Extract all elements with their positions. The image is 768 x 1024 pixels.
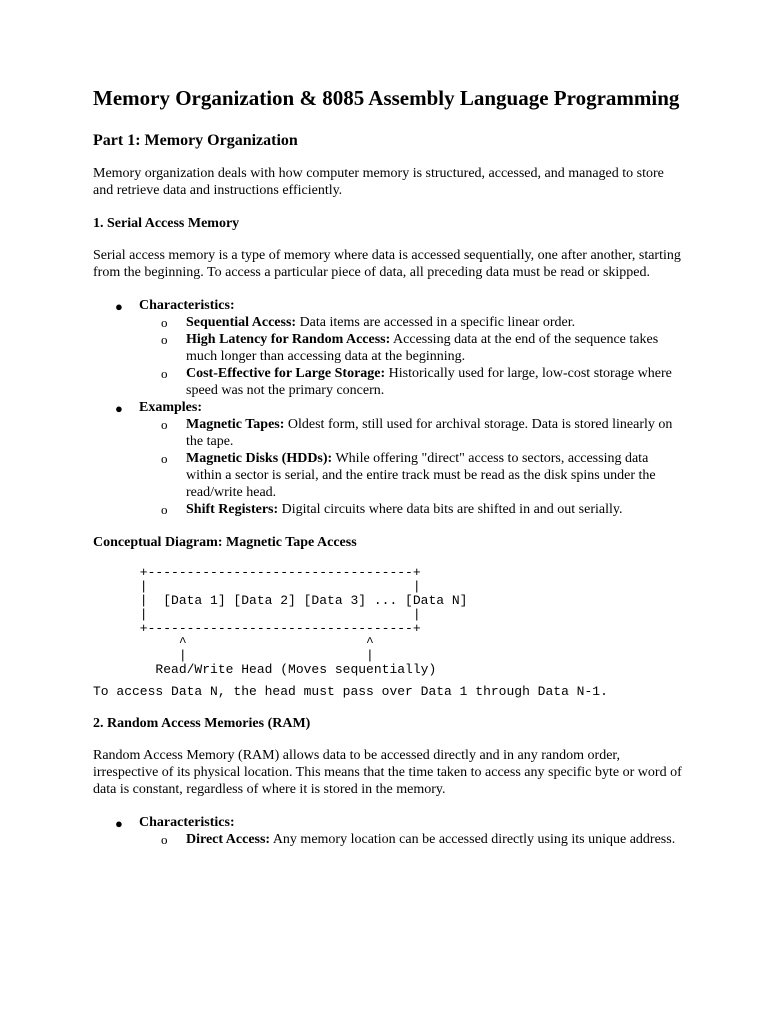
item-term: Shift Registers: [186,502,279,517]
item-text: Digital circuits where data bits are shifted in and out serially. [278,502,623,517]
list-item [139,314,683,331]
item-text: Historically used for large, low-cost storage where speed was not the primary concern. [186,366,672,398]
list-item [139,331,683,365]
item-text: Any memory location can be accessed directly using its unique address. [270,832,676,848]
characteristics-sublist [139,314,683,399]
circle-bullet-icon: o [161,451,168,466]
list-item [93,297,683,399]
item-text: Accessing data at the end of the sequence takes much longer than accessing data at the beginning. [186,332,659,364]
examples-label: Examples: [139,400,202,415]
document-page [93,86,683,864]
item-text: Oldest form, still used for archival storage. Data is stored linearly on the tape. [186,417,673,449]
item-term: Sequential Access: [186,315,297,330]
item-term: Cost-Effective for Large Storage: [186,366,386,381]
examples-sublist [139,416,683,518]
circle-bullet-icon: o [161,315,168,330]
list-item [93,814,683,848]
serial-intro: Serial access memory is a type of memory where data is accessed sequentially, one after another, starting from the beginning. To access a particular piece of data, all preceding data must be read or skipped. [93,248,681,280]
characteristics-label: Characteristics: [139,298,235,313]
list-item [139,365,683,399]
serial-list [93,297,683,518]
item-term: Direct Access: [186,832,271,848]
bullet-icon: ● [115,401,123,416]
characteristics-sublist [139,831,683,848]
ram-heading: 2. Random Access Memories (RAM) [93,716,311,732]
circle-bullet-icon: o [161,832,168,848]
tape-access-diagram: +----------------------------------+ | | | [Data 1] [Data 2] [Data 3] ... [Data N] | | +----------------------------------+ ^ ^ | | Read/Write Head (Moves sequentially) [139,565,468,678]
circle-bullet-icon: o [161,366,168,381]
item-term: High Latency for Random Access: [186,332,391,347]
diagram-note: To access Data N, the head must pass over Data 1 through Data N-1. [93,684,608,700]
item-text: While offering "direct" access to sectors, accessing data within a sector is serial, and the entire track must be read as the disk spins under the read/write head. [186,451,656,500]
serial-heading: 1. Serial Access Memory [93,216,240,231]
list-item [93,399,683,518]
document-title: Memory Organization & 8085 Assembly Language Programming [93,86,680,110]
circle-bullet-icon: o [161,417,168,432]
list-item [139,501,683,518]
list-item [139,416,683,450]
bullet-icon: ● [115,816,123,832]
ram-intro: Random Access Memory (RAM) allows data to be accessed directly and in any random order, irrespective of its physical location. This means that the time taken to access any specific byte or word of data is constant, regardless of where it is stored in the memory. [93,748,682,798]
item-text: Data items are accessed in a specific linear order. [296,315,576,330]
list-item [139,831,683,848]
item-term: Magnetic Tapes: [186,417,285,432]
circle-bullet-icon: o [161,502,168,517]
diagram-heading: Conceptual Diagram: Magnetic Tape Access [93,535,357,550]
list-item [139,450,683,501]
circle-bullet-icon: o [161,332,168,347]
part1-heading: Part 1: Memory Organization [93,132,298,149]
bullet-icon: ● [115,299,123,314]
part1-intro: Memory organization deals with how computer memory is structured, accessed, and managed to store and retrieve data and instructions efficiently. [93,166,664,198]
characteristics-label: Characteristics: [139,815,235,831]
ram-list [93,814,683,848]
item-term: Magnetic Disks (HDDs): [186,451,333,466]
